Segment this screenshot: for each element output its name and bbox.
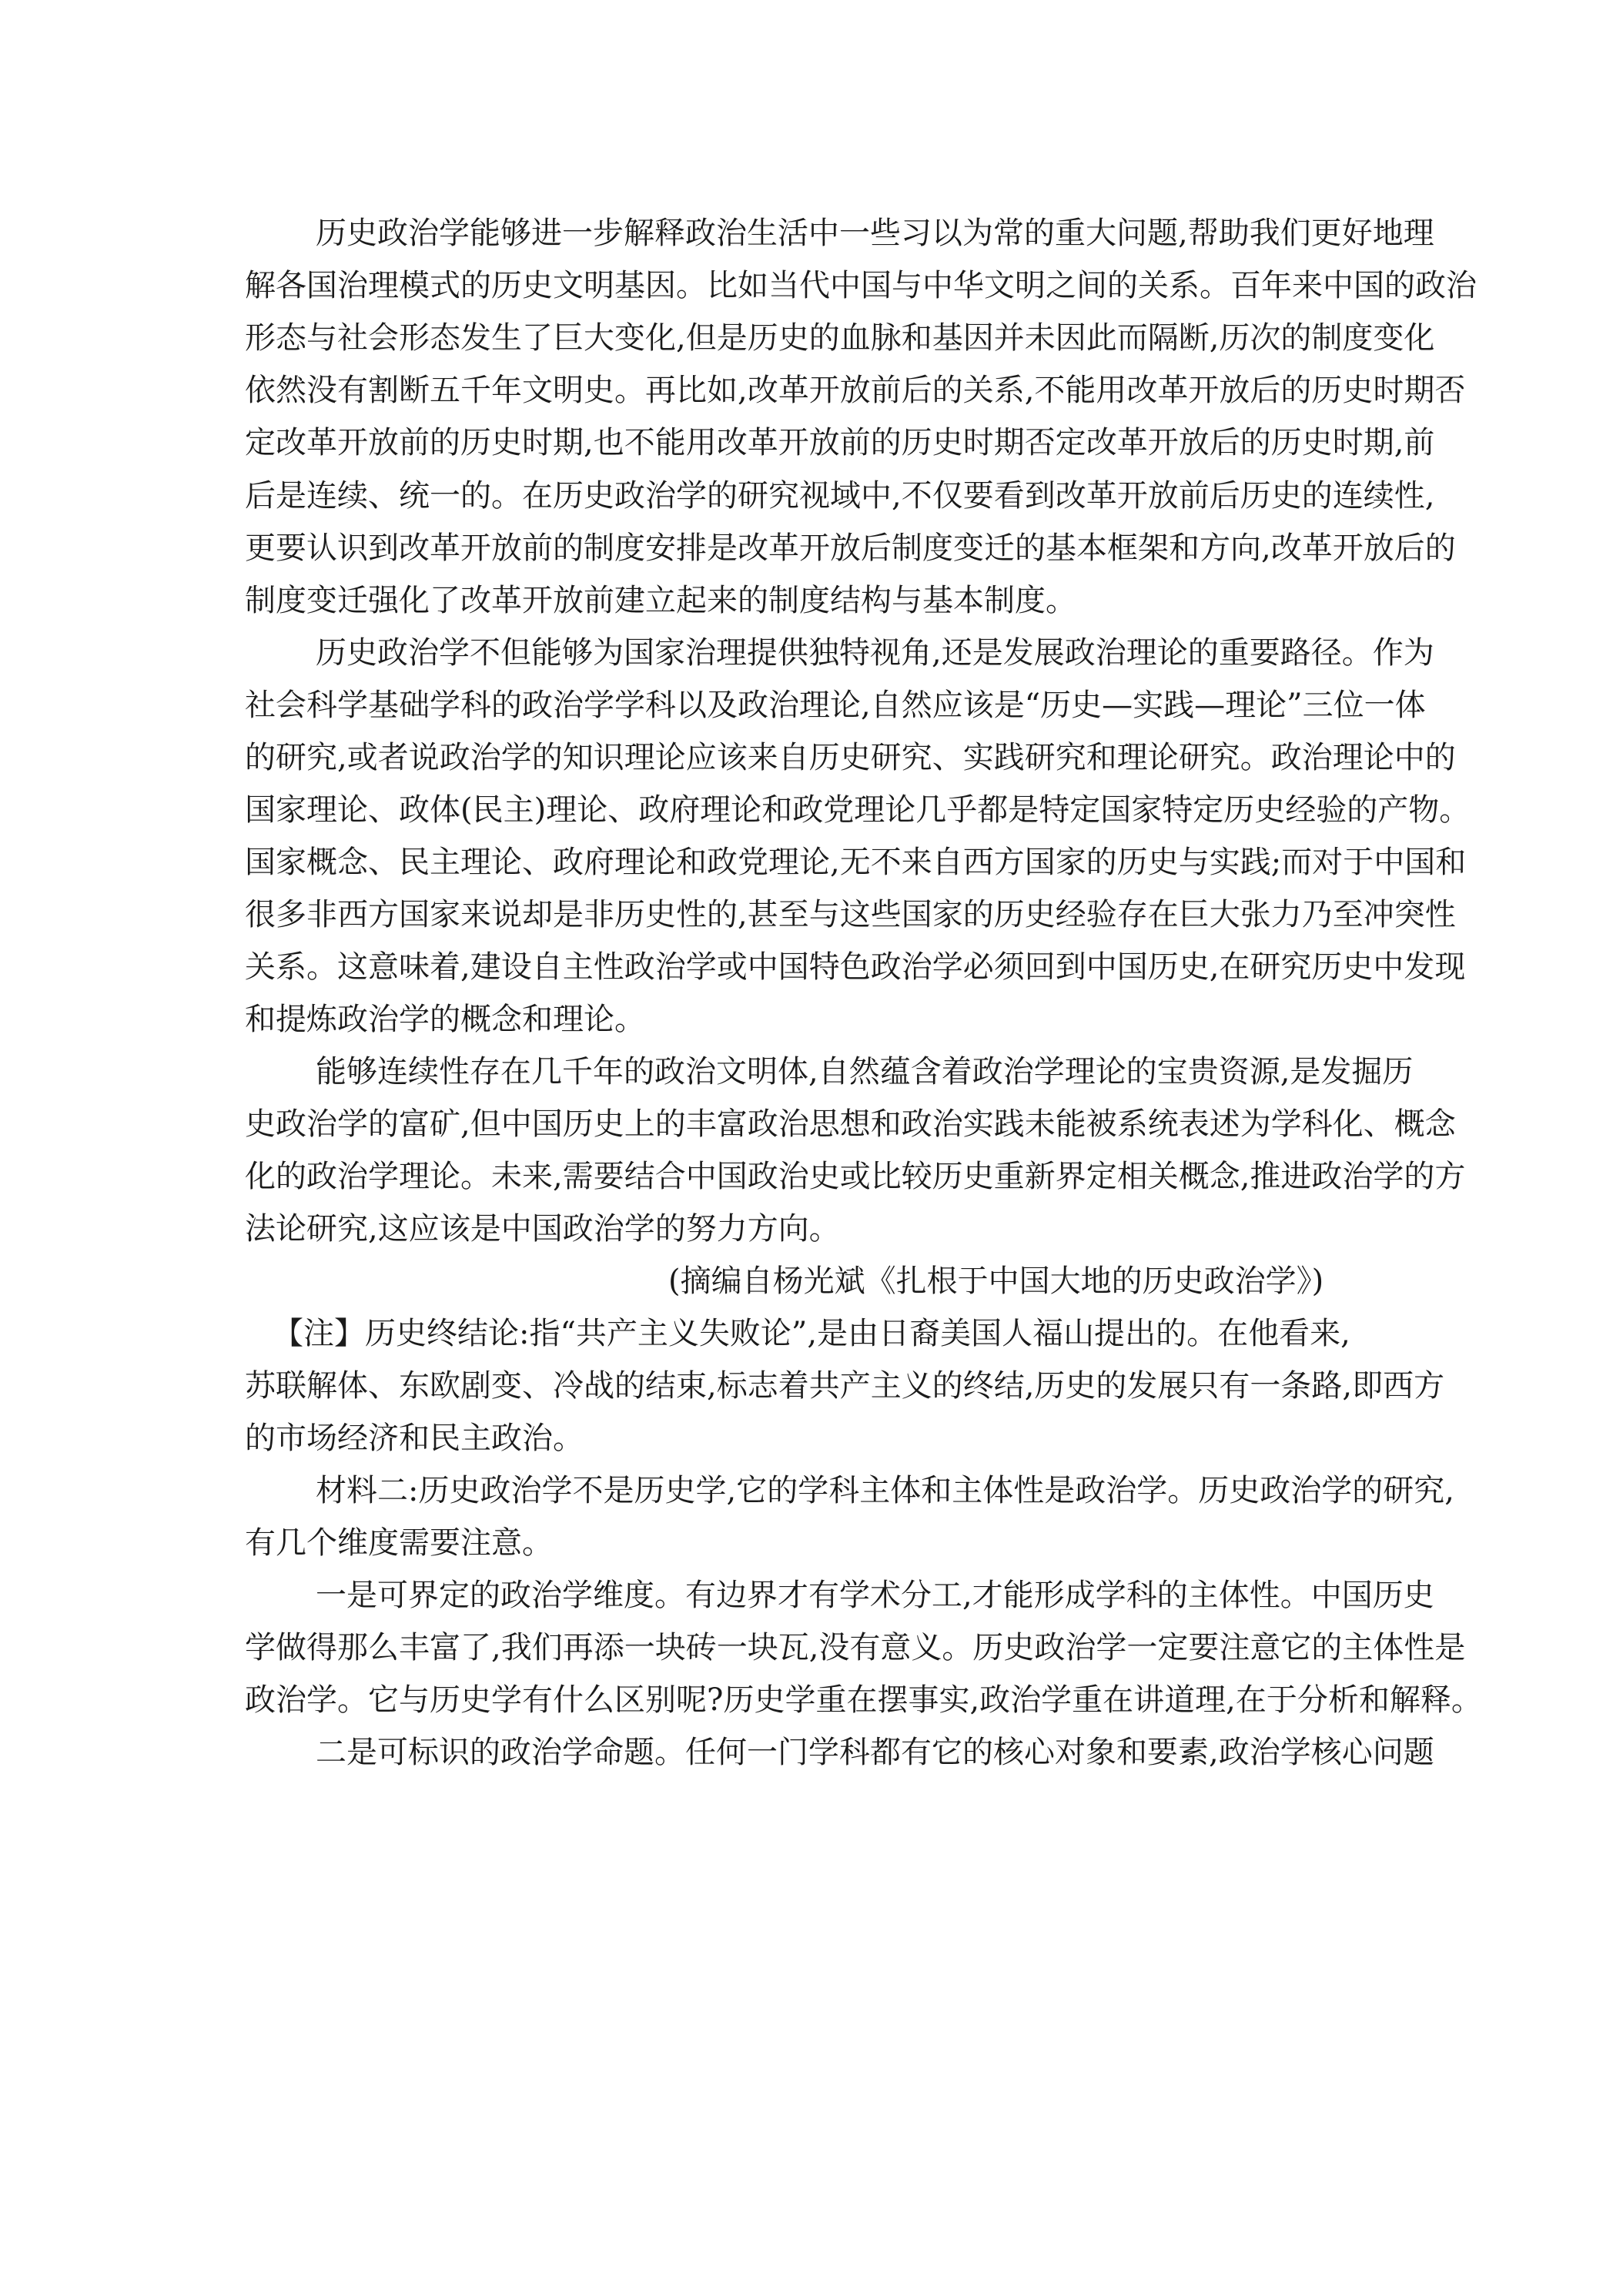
- text-line: 定改革开放前的历史时期,也不能用改革开放前的历史时期否定改革开放后的历史时期,前: [245, 425, 1435, 460]
- text-line: 历史政治学不但能够为国家治理提供独特视角,还是发展政治理论的重要路径。作为: [316, 635, 1434, 671]
- text-line: 制度变迁强化了改革开放前建立起来的制度结构与基本制度。: [245, 583, 1076, 618]
- text-line: 苏联解体、东欧剧变、冷战的结束,标志着共产主义的终结,历史的发展只有一条路,即西方: [245, 1368, 1445, 1404]
- text-line: 史政治学的富矿,但中国历史上的丰富政治思想和政治实践未能被系统表述为学科化、概念: [245, 1106, 1456, 1142]
- text-line: 和提炼政治学的概念和理论。: [245, 1002, 645, 1037]
- text-line: 能够连续性存在几千年的政治文明体,自然蕴含着政治学理论的宝贵资源,是发掘历: [316, 1054, 1414, 1089]
- text-line: 二是可标识的政治学命题。任何一门学科都有它的核心对象和要素,政治学核心问题: [316, 1735, 1434, 1770]
- text-line: 更要认识到改革开放前的制度安排是改革开放后制度变迁的基本框架和方向,改革开放后的: [245, 530, 1456, 566]
- text-line: 【注】历史终结论:指“共产主义失败论”,是由日裔美国人福山提出的。在他看来,: [273, 1316, 1350, 1351]
- text-line: 社会科学基础学科的政治学学科以及政治理论,自然应该是“历史—实践—理论”三位一体: [245, 688, 1426, 723]
- text-line: 很多非西方国家来说却是非历史性的,甚至与这些国家的历史经验存在巨大张力乃至冲突性: [245, 897, 1456, 932]
- source-citation: (摘编自杨光斌《扎根于中国大地的历史政治学》): [668, 1263, 1324, 1299]
- text-line: 关系。这意味着,建设自主性政治学或中国特色政治学必须回到中国历史,在研究历史中发现: [245, 949, 1466, 985]
- text-line: 材料二:历史政治学不是历史学,它的学科主体和主体性是政治学。历史政治学的研究,: [316, 1473, 1454, 1508]
- text-line: 有几个维度需要注意。: [245, 1525, 553, 1561]
- text-line: 依然没有割断五千年文明史。再比如,改革开放前后的关系,不能用改革开放后的历史时期否: [245, 373, 1466, 408]
- text-line: 后是连续、统一的。在历史政治学的研究视域中,不仅要看到改革开放前后历史的连续性,: [245, 478, 1435, 514]
- text-line: 的研究,或者说政治学的知识理论应该来自历史研究、实践研究和理论研究。政治理论中的: [245, 740, 1456, 775]
- text-line: 学做得那么丰富了,我们再添一块砖一块瓦,没有意义。历史政治学一定要注意它的主体性是: [245, 1630, 1466, 1665]
- text-line: 国家概念、民主理论、政府理论和政党理论,无不来自西方国家的历史与实践;而对于中国和: [245, 845, 1467, 880]
- text-line: 法论研究,这应该是中国政治学的努力方向。: [245, 1211, 840, 1247]
- text-line: 一是可界定的政治学维度。有边界才有学术分工,才能形成学科的主体性。中国历史: [316, 1578, 1434, 1613]
- text-line: 政治学。它与历史学有什么区别呢?历史学重在摆事实,政治学重在讲道理,在于分析和解释。: [245, 1682, 1482, 1718]
- text-line: 的市场经济和民主政治。: [245, 1421, 584, 1456]
- text-line: 解各国治理模式的历史文明基因。比如当代中国与中华文明之间的关系。百年来中国的政治: [245, 268, 1477, 303]
- text-line: 形态与社会形态发生了巨大变化,但是历史的血脉和基因并未因此而隔断,历次的制度变化: [245, 320, 1435, 356]
- text-line: 历史政治学能够进一步解释政治生活中一些习以为常的重大问题,帮助我们更好地理: [316, 216, 1434, 251]
- text-line: 国家理论、政体(民主)理论、政府理论和政党理论几乎都是特定国家特定历史经验的产物。: [245, 792, 1471, 828]
- text-line: 化的政治学理论。未来,需要结合中国政治史或比较历史重新界定相关概念,推进政治学的方: [245, 1159, 1466, 1194]
